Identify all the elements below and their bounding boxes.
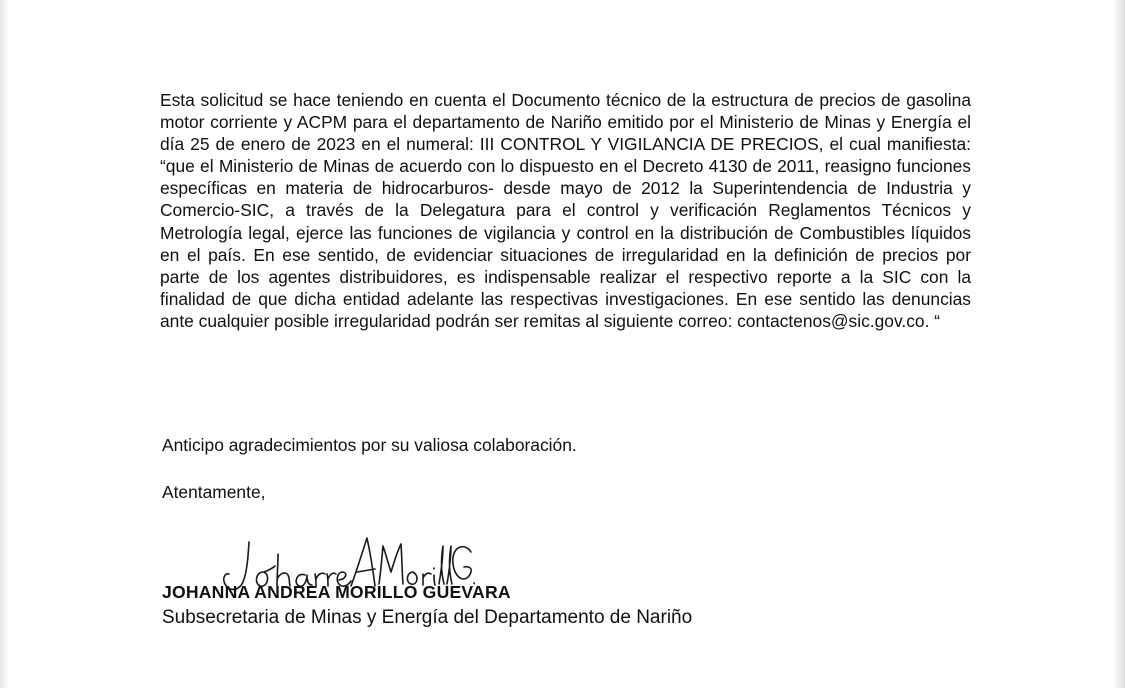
signer-title: Subsecretaria de Minas y Energía del Departamento de Nariño (162, 607, 693, 628)
page-right-edge-shadow (1113, 0, 1125, 688)
closing-line: Atentamente, (162, 482, 266, 502)
signer-name: JOHANNA ANDREA MORILLO GUEVARA (162, 582, 511, 602)
thanks-line: Anticipo agradecimientos por su valiosa colaboración. (162, 435, 577, 455)
page-left-edge-shadow (0, 0, 10, 688)
body-paragraph: Esta solicitud se hace teniendo en cuenta el Documento técnico de la estructura de precios de gasolina motor corriente y ACPM para el departamento de Nariño emitido por el Ministerio de Minas y Energía el día 25 de enero de 2023 en el numeral: III CONTROL Y VIGILANCIA DE PRECIOS, el cual manifiesta: “que el Ministerio de Minas de acuerdo con lo dispuesto en el Decreto 4130 de 2011, reasigno funciones específicas en materia de hidrocarburos- desde mayo de 2012 la Superintendencia de Industria y Comercio-SIC, a través de la Delegatura para el control y verificación Reglamentos Técnicos y Metrología legal, ejerce las funciones de vigilancia y control en la distribución de Combustibles líquidos en el país. En ese sentido, de evidenciar situaciones de irregularidad en la definición de precios por parte de los agentes distribuidores, es indispensable realizar el respectivo reporte a la SIC con la finalidad de que dicha entidad adelante las respectivas investigaciones. En ese sentido las denuncias ante cualquier posible irregularidad podrán ser remitas al siguiente correo: contactenos@sic.gov.co. “ (160, 90, 971, 331)
